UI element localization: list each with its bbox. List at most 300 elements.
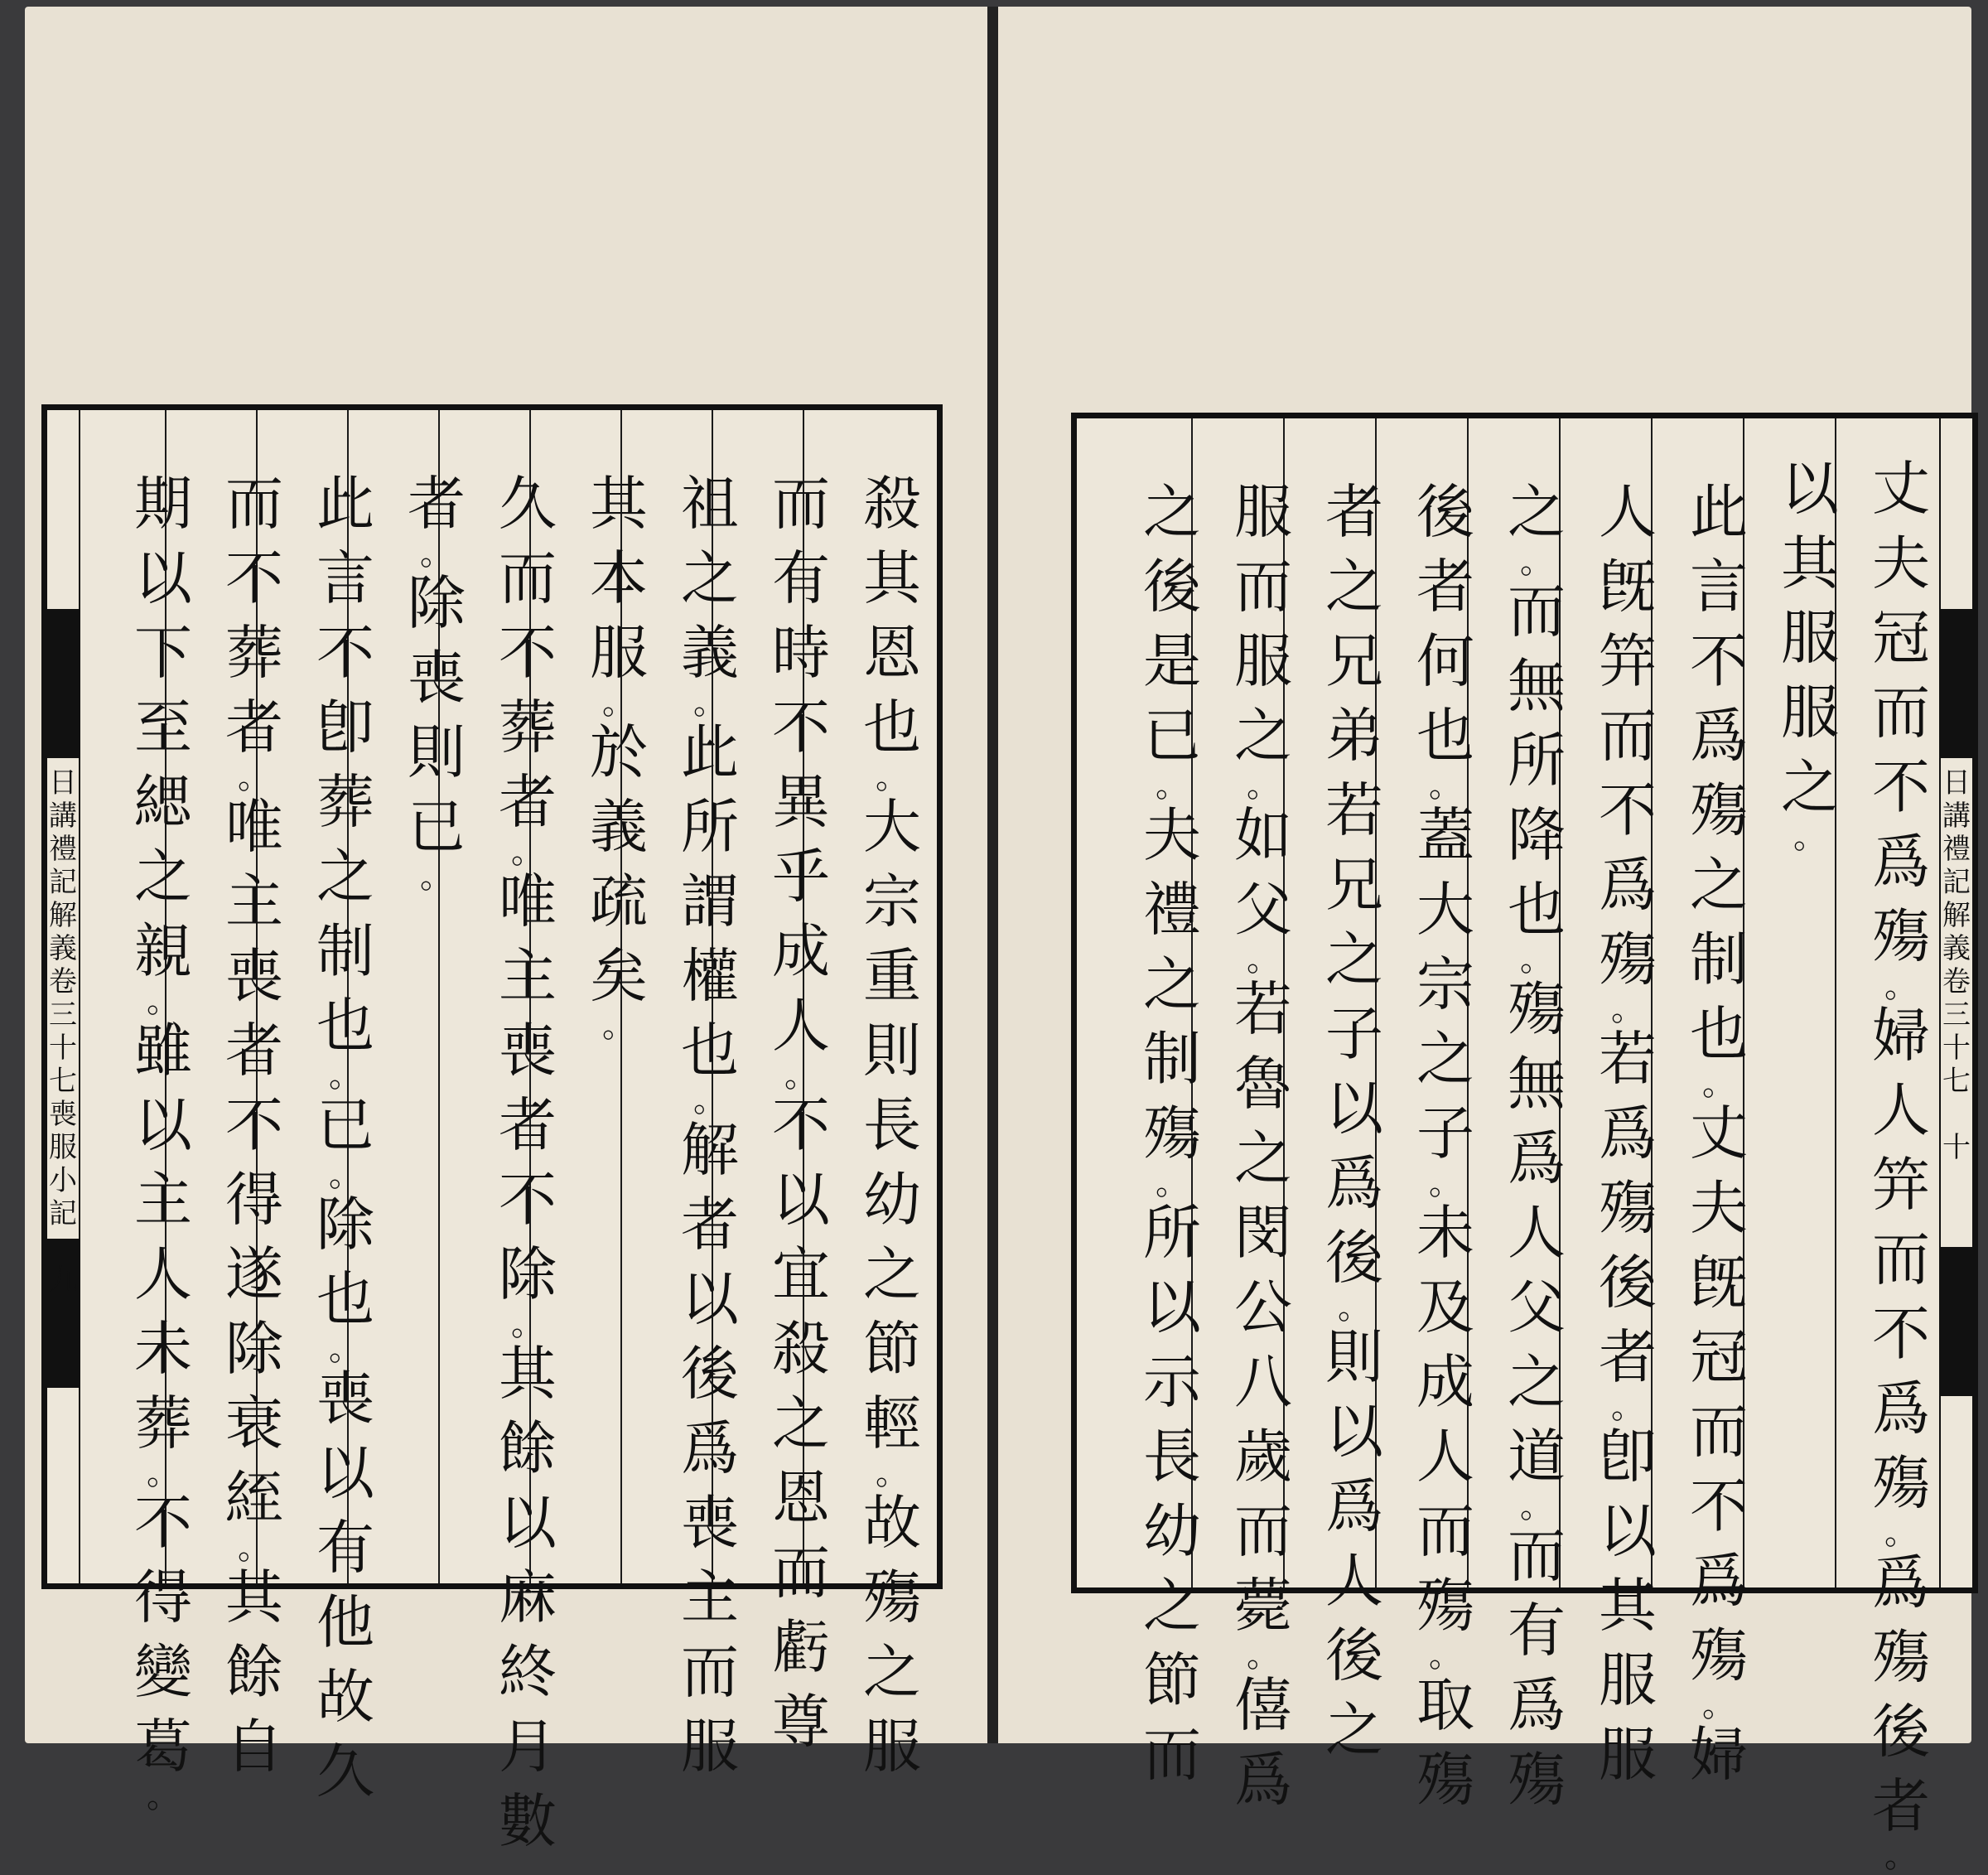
punctuation-mark: 。 bbox=[876, 1454, 909, 1492]
character: 後 bbox=[1872, 1698, 1930, 1766]
character: 不 bbox=[134, 1489, 192, 1557]
character: 歲 bbox=[1234, 1423, 1292, 1491]
character: 絰 bbox=[225, 1464, 283, 1532]
character: 所 bbox=[1143, 1199, 1201, 1267]
character: 月 bbox=[499, 1713, 557, 1781]
punctuation-mark: 。 bbox=[1611, 990, 1644, 1028]
character: 義 bbox=[590, 793, 648, 861]
character: 得 bbox=[225, 1166, 283, 1234]
character: 服 bbox=[681, 1713, 739, 1781]
character: 爲 bbox=[1872, 1549, 1930, 1616]
character: 之 bbox=[1234, 1124, 1292, 1192]
text-column-l6 bbox=[391, 466, 482, 896]
character: 言 bbox=[1690, 553, 1748, 621]
character: 葬 bbox=[499, 693, 557, 761]
right-text-frame bbox=[1071, 413, 1978, 1875]
character: 而 bbox=[499, 544, 557, 612]
character: 不 bbox=[772, 693, 830, 761]
character: 爲 bbox=[1508, 1124, 1566, 1192]
character: 除 bbox=[408, 569, 466, 637]
character: 之 bbox=[1416, 1025, 1474, 1093]
character: 餘 bbox=[499, 1414, 557, 1482]
character: 之 bbox=[863, 1240, 921, 1308]
character: 薨 bbox=[1234, 1572, 1292, 1640]
text-column-l9 bbox=[118, 466, 209, 1815]
character: 爲 bbox=[1234, 1746, 1292, 1814]
character: 不 bbox=[499, 619, 557, 687]
character: 葬 bbox=[316, 768, 374, 836]
character: 爲 bbox=[1599, 851, 1657, 919]
text-column-r7 bbox=[1309, 475, 1400, 1767]
character: 變 bbox=[134, 1638, 192, 1706]
character: 葬 bbox=[134, 1389, 192, 1457]
character: 卽 bbox=[316, 693, 374, 761]
punctuation-mark: 。 bbox=[147, 1777, 180, 1815]
character: 以 bbox=[134, 1091, 192, 1159]
character: 故 bbox=[316, 1663, 374, 1731]
character: 親 bbox=[134, 917, 192, 985]
character: 若 bbox=[1325, 776, 1383, 844]
character: 矣 bbox=[590, 942, 648, 1010]
character: 不 bbox=[1690, 1472, 1748, 1540]
character: 殤 bbox=[1508, 975, 1566, 1043]
character: 者 bbox=[1872, 1772, 1930, 1840]
character: 者 bbox=[1416, 553, 1474, 621]
character: 以 bbox=[1599, 1497, 1657, 1565]
punctuation-mark: 。 bbox=[1611, 1388, 1644, 1426]
character: 人 bbox=[1325, 1547, 1383, 1615]
character: 有 bbox=[1508, 1597, 1566, 1665]
margin-character: 七 bbox=[1942, 1065, 1971, 1098]
character: 者 bbox=[499, 768, 557, 836]
character: 之 bbox=[1143, 950, 1201, 1018]
text-column-l5 bbox=[482, 466, 573, 1858]
character: 恩 bbox=[772, 1464, 830, 1532]
character: 葬 bbox=[225, 619, 283, 687]
punctuation-mark: 。 bbox=[1247, 766, 1280, 805]
character: 丈 bbox=[1690, 1099, 1748, 1167]
character: 乎 bbox=[772, 843, 830, 911]
character: 不 bbox=[225, 544, 283, 612]
character: 而 bbox=[1872, 1225, 1930, 1293]
punctuation-mark: 。 bbox=[1247, 940, 1280, 979]
character: 殤 bbox=[1872, 1449, 1930, 1517]
character: 成 bbox=[1416, 1348, 1474, 1416]
text-column-r6 bbox=[1400, 475, 1491, 1817]
punctuation-mark: 。 bbox=[1884, 967, 1918, 1005]
character: 而 bbox=[1599, 702, 1657, 770]
character: 旣 bbox=[1690, 1249, 1748, 1317]
punctuation-mark: 。 bbox=[1247, 1636, 1280, 1674]
character: 服 bbox=[590, 619, 648, 687]
character: 丈 bbox=[1872, 455, 1930, 523]
punctuation-mark: 。 bbox=[329, 1330, 362, 1368]
character: 遂 bbox=[225, 1240, 283, 1308]
character: 緦 bbox=[134, 768, 192, 836]
character: 宗 bbox=[863, 867, 921, 935]
character: 喪 bbox=[316, 1365, 374, 1433]
punctuation-mark: 。 bbox=[1793, 818, 1826, 856]
character: 宗 bbox=[1416, 950, 1474, 1018]
character: 者 bbox=[408, 470, 466, 538]
character: 自 bbox=[225, 1713, 283, 1781]
character: 喪 bbox=[499, 1017, 557, 1085]
character: 其 bbox=[1599, 1572, 1657, 1640]
character: 而 bbox=[681, 1638, 739, 1706]
character: 大 bbox=[863, 793, 921, 861]
character: 父 bbox=[1234, 876, 1292, 944]
character: 之 bbox=[1781, 753, 1839, 821]
character: 殤 bbox=[1872, 902, 1930, 970]
margin-character: 禮 bbox=[1942, 833, 1971, 866]
character: 言 bbox=[316, 544, 374, 612]
character: 則 bbox=[408, 718, 466, 786]
punctuation-mark: 。 bbox=[784, 1056, 818, 1095]
character: 何 bbox=[1416, 627, 1474, 695]
character: 也 bbox=[1690, 1000, 1748, 1068]
character: 爲 bbox=[681, 1414, 739, 1482]
character: 無 bbox=[1508, 1050, 1566, 1118]
character: 降 bbox=[1508, 801, 1566, 869]
margin-character: 十 bbox=[1942, 1032, 1971, 1065]
punctuation-mark: 。 bbox=[1884, 1514, 1918, 1552]
character: 無 bbox=[1508, 652, 1566, 720]
punctuation-mark: 。 bbox=[1429, 766, 1462, 805]
margin-character: 記 bbox=[49, 866, 77, 899]
character: 時 bbox=[772, 619, 830, 687]
text-column-l2 bbox=[755, 466, 847, 1759]
character: 人 bbox=[1599, 478, 1657, 546]
margin-character: 義 bbox=[1942, 932, 1971, 965]
character: 幼 bbox=[863, 1166, 921, 1234]
character: 於 bbox=[590, 718, 648, 786]
character: 久 bbox=[316, 1737, 374, 1805]
character: 婦 bbox=[1690, 1721, 1748, 1789]
character: 宜 bbox=[772, 1240, 830, 1308]
margin-character: 解 bbox=[49, 899, 77, 932]
character: 之 bbox=[863, 1638, 921, 1706]
character: 異 bbox=[772, 768, 830, 836]
character: 衰 bbox=[225, 1389, 283, 1457]
margin-character: 三 bbox=[49, 998, 77, 1032]
punctuation-mark: 。 bbox=[1702, 1065, 1735, 1103]
text-column-r3 bbox=[1673, 475, 1764, 1792]
punctuation-mark: 。 bbox=[238, 758, 271, 796]
character: 子 bbox=[1416, 1099, 1474, 1167]
character: 禮 bbox=[1143, 876, 1201, 944]
character: 爲 bbox=[1325, 1472, 1383, 1540]
text-column-r5 bbox=[1491, 475, 1582, 1817]
character: 之 bbox=[1690, 851, 1748, 919]
character: 子 bbox=[1325, 1000, 1383, 1068]
punctuation-mark: 。 bbox=[1884, 1837, 1918, 1875]
character: 夫 bbox=[1872, 529, 1930, 597]
character: 唯 bbox=[225, 793, 283, 861]
character: 不 bbox=[316, 619, 374, 687]
character: 謂 bbox=[681, 867, 739, 935]
character: 而 bbox=[1508, 577, 1566, 645]
character: 祖 bbox=[681, 470, 739, 538]
character: 不 bbox=[225, 1091, 283, 1159]
character: 有 bbox=[316, 1514, 374, 1582]
character: 者 bbox=[1599, 1323, 1657, 1391]
character: 主 bbox=[499, 942, 557, 1010]
character: 喪 bbox=[681, 1489, 739, 1557]
character: 其 bbox=[863, 544, 921, 612]
character: 後 bbox=[1325, 1224, 1383, 1292]
text-column-l1 bbox=[847, 466, 938, 1784]
character: 之 bbox=[772, 1389, 830, 1457]
character: 此 bbox=[316, 470, 374, 538]
margin-character: 記 bbox=[49, 1197, 77, 1230]
character: 者 bbox=[225, 693, 283, 761]
character: 也 bbox=[316, 1265, 374, 1333]
character: 喪 bbox=[408, 644, 466, 712]
character: 若 bbox=[1234, 975, 1292, 1043]
character: 父 bbox=[1508, 1273, 1566, 1341]
character: 之 bbox=[1508, 1348, 1566, 1416]
character: 冠 bbox=[1872, 604, 1930, 672]
left-text-frame bbox=[41, 404, 943, 1855]
character: 取 bbox=[1416, 1671, 1474, 1739]
character: 服 bbox=[1781, 679, 1839, 747]
punctuation-mark: 。 bbox=[602, 684, 635, 722]
character: 後 bbox=[1599, 1249, 1657, 1317]
character: 則 bbox=[1325, 1323, 1383, 1391]
margin-character: 服 bbox=[49, 1131, 77, 1164]
margin-character: 日 bbox=[1942, 766, 1971, 800]
punctuation-mark: 。 bbox=[602, 1007, 635, 1045]
character: 以 bbox=[1781, 455, 1839, 523]
punctuation-mark: 。 bbox=[147, 1454, 180, 1492]
margin-character: 記 bbox=[1942, 866, 1971, 899]
character: 道 bbox=[1508, 1423, 1566, 1491]
left-margin-title bbox=[46, 766, 80, 1297]
character: 輕 bbox=[863, 1389, 921, 1457]
character: 已 bbox=[316, 1091, 374, 1159]
character: 已 bbox=[1143, 702, 1201, 770]
character: 以 bbox=[772, 1166, 830, 1234]
character: 已 bbox=[408, 793, 466, 861]
character: 之 bbox=[1508, 478, 1566, 546]
margin-character: 卷 bbox=[1942, 965, 1971, 998]
character: 也 bbox=[681, 1017, 739, 1085]
character: 夫 bbox=[1690, 1174, 1748, 1242]
punctuation-mark: 。 bbox=[329, 1156, 362, 1194]
punctuation-mark: 。 bbox=[1156, 1164, 1189, 1202]
character: 而 bbox=[1416, 1497, 1474, 1565]
text-column-r4 bbox=[1582, 475, 1673, 1792]
character: 麻 bbox=[499, 1563, 557, 1631]
character: 殤 bbox=[1416, 1746, 1474, 1814]
text-column-r1 bbox=[1855, 452, 1947, 1875]
character: 主 bbox=[134, 1166, 192, 1234]
character: 夫 bbox=[1143, 801, 1201, 869]
character: 殺 bbox=[772, 1315, 830, 1383]
character: 旣 bbox=[1599, 553, 1657, 621]
character: 爲 bbox=[1872, 1375, 1930, 1442]
character: 未 bbox=[134, 1315, 192, 1383]
character: 也 bbox=[863, 693, 921, 761]
text-column-r2 bbox=[1764, 452, 1855, 856]
character: 解 bbox=[681, 1116, 739, 1184]
character: 殺 bbox=[863, 470, 921, 538]
character: 以 bbox=[316, 1439, 374, 1507]
character: 義 bbox=[681, 619, 739, 687]
character: 權 bbox=[681, 942, 739, 1010]
character: 如 bbox=[1234, 801, 1292, 869]
character: 而 bbox=[1143, 1721, 1201, 1789]
character: 殤 bbox=[1508, 1746, 1566, 1814]
character: 得 bbox=[134, 1563, 192, 1631]
character: 疏 bbox=[590, 867, 648, 935]
punctuation-mark: 。 bbox=[511, 1305, 544, 1343]
punctuation-mark: 。 bbox=[329, 1056, 362, 1095]
character: 兄 bbox=[1325, 627, 1383, 695]
character: 殤 bbox=[1416, 1572, 1474, 1640]
character: 爲 bbox=[1690, 702, 1748, 770]
character: 不 bbox=[1872, 1300, 1930, 1368]
character: 殤 bbox=[863, 1563, 921, 1631]
character: 魯 bbox=[1234, 1050, 1292, 1118]
character: 故 bbox=[863, 1489, 921, 1557]
character: 未 bbox=[1416, 1199, 1474, 1267]
punctuation-mark: 。 bbox=[420, 858, 453, 896]
punctuation-mark: 。 bbox=[147, 982, 180, 1020]
character: 而 bbox=[225, 470, 283, 538]
character: 至 bbox=[134, 693, 192, 761]
character: 主 bbox=[681, 1563, 739, 1631]
character: 本 bbox=[590, 544, 648, 612]
character: 長 bbox=[863, 1091, 921, 1159]
character: 冠 bbox=[1690, 1323, 1748, 1391]
character: 而 bbox=[772, 1539, 830, 1607]
character: 雖 bbox=[134, 1017, 192, 1085]
character: 幼 bbox=[1143, 1497, 1201, 1565]
character: 後 bbox=[1325, 1621, 1383, 1689]
character: 閔 bbox=[1234, 1199, 1292, 1267]
character: 服 bbox=[1599, 1721, 1657, 1789]
character: 不 bbox=[1690, 627, 1748, 695]
character: 除 bbox=[316, 1191, 374, 1259]
book-gutter bbox=[987, 7, 998, 1743]
character: 人 bbox=[772, 992, 830, 1060]
character: 蓋 bbox=[1416, 801, 1474, 869]
character: 是 bbox=[1143, 627, 1201, 695]
character: 而 bbox=[1690, 1398, 1748, 1466]
character: 所 bbox=[681, 793, 739, 861]
character: 則 bbox=[863, 1017, 921, 1085]
character: 者 bbox=[499, 1091, 557, 1159]
punctuation-mark: 。 bbox=[1156, 766, 1189, 805]
character: 殤 bbox=[1599, 925, 1657, 993]
character: 服 bbox=[1781, 604, 1839, 672]
character: 不 bbox=[772, 1091, 830, 1159]
character: 而 bbox=[772, 470, 830, 538]
character: 以 bbox=[1143, 1273, 1201, 1341]
margin-character: 講 bbox=[1942, 800, 1971, 833]
character: 殤 bbox=[1872, 1623, 1930, 1691]
character: 示 bbox=[1143, 1348, 1201, 1416]
character: 主 bbox=[225, 867, 283, 935]
character: 弟 bbox=[1325, 702, 1383, 770]
character: 後 bbox=[1416, 478, 1474, 546]
character: 服 bbox=[1599, 1646, 1657, 1714]
punctuation-mark: 。 bbox=[693, 684, 726, 722]
character: 之 bbox=[1234, 702, 1292, 770]
punctuation-mark: 。 bbox=[1520, 543, 1553, 581]
character: 若 bbox=[1599, 1025, 1657, 1093]
character: 之 bbox=[134, 843, 192, 911]
character: 不 bbox=[1599, 776, 1657, 844]
character: 期 bbox=[134, 470, 192, 538]
character: 而 bbox=[1234, 1497, 1292, 1565]
character: 公 bbox=[1234, 1273, 1292, 1341]
punctuation-mark: 。 bbox=[1429, 1164, 1462, 1202]
character: 而 bbox=[1872, 679, 1930, 747]
character: 其 bbox=[499, 1340, 557, 1408]
margin-character: 喪 bbox=[49, 1098, 77, 1131]
character: 數 bbox=[499, 1787, 557, 1855]
character: 以 bbox=[1325, 1075, 1383, 1143]
punctuation-mark: 。 bbox=[1702, 1686, 1735, 1724]
character: 以 bbox=[681, 1265, 739, 1333]
character: 之 bbox=[681, 544, 739, 612]
character: 爲 bbox=[1325, 1149, 1383, 1217]
character: 爲 bbox=[1599, 1099, 1657, 1167]
character: 服 bbox=[863, 1713, 921, 1781]
margin-character: 禮 bbox=[49, 833, 77, 866]
character: 兄 bbox=[1325, 851, 1383, 919]
character: 之 bbox=[316, 843, 374, 911]
character: 終 bbox=[499, 1638, 557, 1706]
text-column-r9 bbox=[1127, 475, 1218, 1792]
character: 此 bbox=[681, 718, 739, 786]
punctuation-mark: 。 bbox=[1520, 940, 1553, 979]
character: 後 bbox=[681, 1340, 739, 1408]
character: 下 bbox=[134, 619, 192, 687]
character: 以 bbox=[1325, 1398, 1383, 1466]
character: 葛 bbox=[134, 1713, 192, 1781]
punctuation-mark: 。 bbox=[1429, 1636, 1462, 1674]
character: 不 bbox=[499, 1166, 557, 1234]
character: 制 bbox=[1690, 925, 1748, 993]
character: 殤 bbox=[1143, 1099, 1201, 1167]
character: 而 bbox=[1508, 1522, 1566, 1590]
character: 尊 bbox=[772, 1688, 830, 1756]
punctuation-mark: 。 bbox=[238, 1529, 271, 1567]
character: 服 bbox=[1234, 478, 1292, 546]
character: 久 bbox=[499, 470, 557, 538]
character: 笄 bbox=[1599, 627, 1657, 695]
character: 恩 bbox=[863, 619, 921, 687]
character: 虧 bbox=[772, 1613, 830, 1681]
character: 者 bbox=[225, 1017, 283, 1085]
margin-page-number: 九 bbox=[49, 1264, 77, 1297]
character: 之 bbox=[1325, 1696, 1383, 1764]
character: 僖 bbox=[1234, 1671, 1292, 1739]
character: 不 bbox=[1872, 753, 1930, 821]
character: 除 bbox=[499, 1240, 557, 1308]
text-column-l4 bbox=[573, 466, 664, 1045]
character: 殤 bbox=[1599, 1174, 1657, 1242]
left-page bbox=[25, 7, 987, 1855]
character: 餘 bbox=[225, 1638, 283, 1706]
character: 之 bbox=[1143, 478, 1201, 546]
character: 者 bbox=[681, 1191, 739, 1259]
character: 後 bbox=[1143, 553, 1201, 621]
character: 制 bbox=[316, 917, 374, 985]
